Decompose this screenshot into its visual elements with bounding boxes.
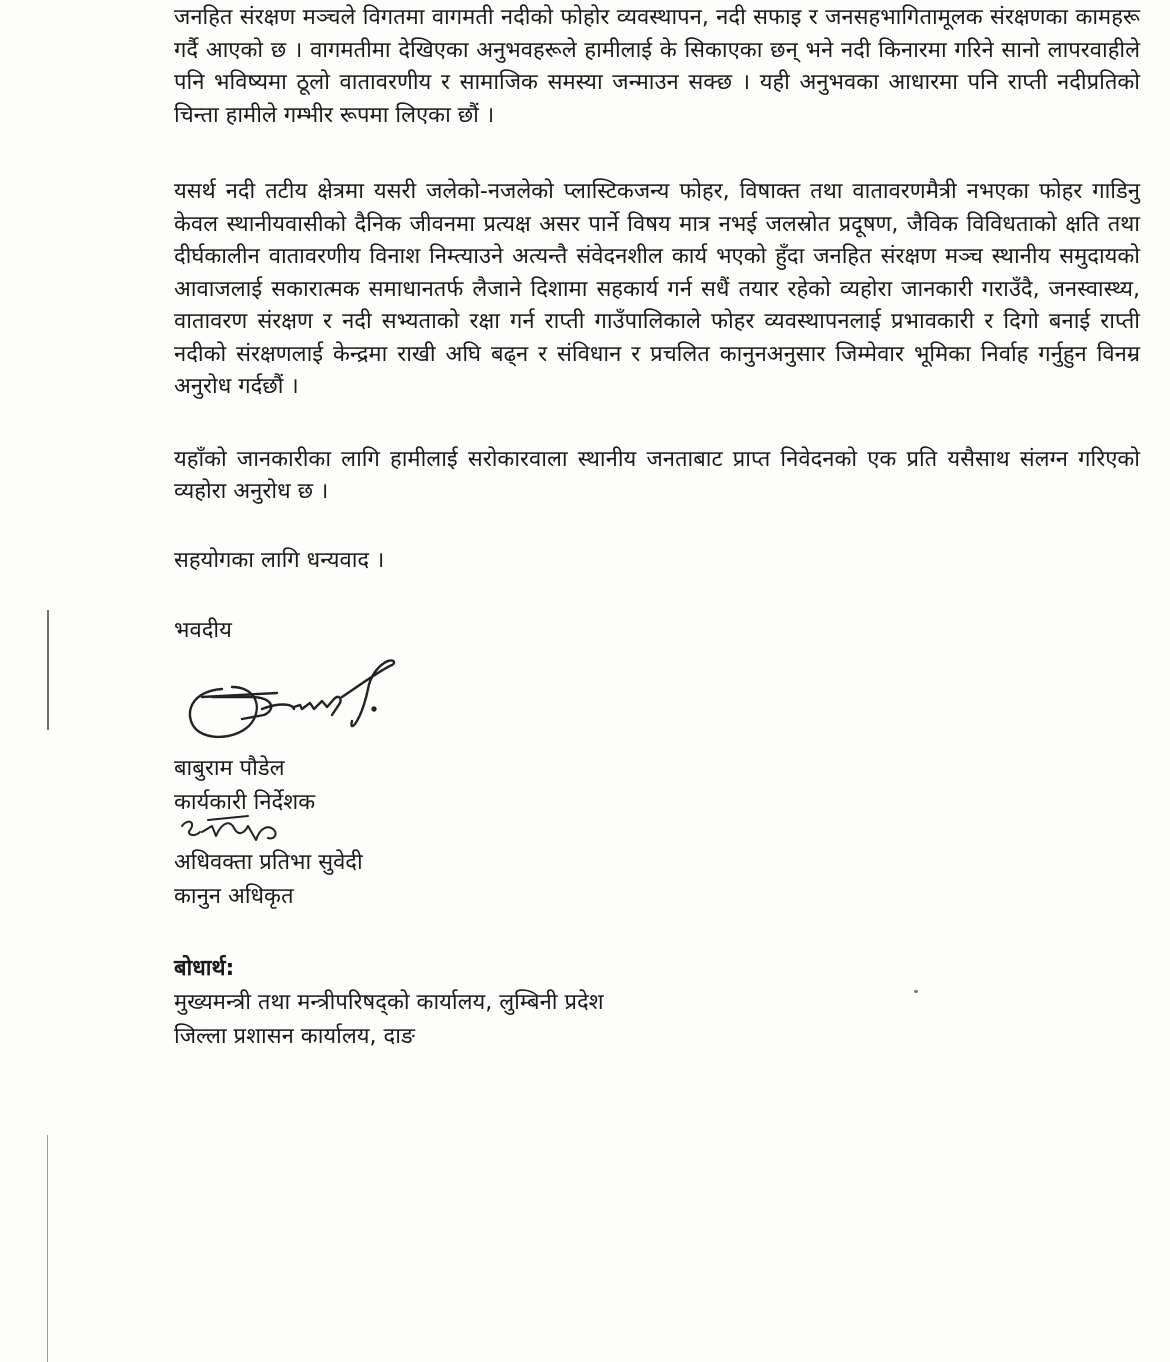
signatory-2-title: कानुन अधिकृत	[174, 883, 294, 909]
handwritten-signature-icon	[178, 812, 308, 852]
letter-body	[174, 2, 1140, 1054]
paragraph-request: यसर्थ नदी तटीय क्षेत्रमा यसरी जलेको-नजलेको प्लास्टिकजन्य फोहर, विषाक्त तथा वातावरणमैत्री नभएका फोहर गाडिनु केवल स्थानीयवासीको दैनिक जीवनमा प्रत्यक्ष असर पार्ने विषय मात्र नभई जलस्रोत प्रदूषण, जैविक विविधताको क्षति तथा दीर्घकालीन वातावरणीय विनाश निम्त्याउने अत्यन्तै संवेदनशील कार्य भएको हुँदा जनहित संरक्षण मञ्च स्थानीय समुदायको आवाजलाई सकारात्मक समाधानतर्फ लैजाने दिशामा सहकार्य गर्न सधैं तयार रहेको व्यहोरा जानकारी गराउँदै, जनस्वास्थ्य, वातावरण संरक्षण र नदी सभ्यताको रक्षा गर्न राप्ती गाउँपालिकाले फोहर व्यवस्थापनलाई प्रभावकारी र दिगो बनाई राप्ती नदीको संरक्षणलाई केन्द्रमा राखी अघि बढ्न र संविधान र प्रचलित कानुनअनुसार जिम्मेवार भूमिका निर्वाह गर्नुहुन विनम्र अनुरोध गर्दछौं ।	[174, 179, 1140, 399]
handwritten-signature-icon	[182, 657, 412, 752]
cc-heading: बोधार्थ:	[174, 955, 235, 981]
signatory-1-title: कार्यकारी निर्देशक	[174, 789, 316, 815]
scan-edge-line	[47, 1135, 48, 1362]
cc-item: मुख्यमन्त्री तथा मन्त्रीपरिषद्को कार्यालय, लुम्बिनी प्रदेश	[174, 989, 604, 1015]
signature-1	[174, 657, 1140, 752]
signatory-2-name: अधिवक्ता प्रतिभा सुवेदी	[174, 849, 363, 875]
paragraph-river-experience: जनहित संरक्षण मञ्चले विगतमा वागमती नदीको फोहोर व्यवस्थापन, नदी सफाइ र जनसहभागितामूलक संरक्षणका कामहरू गर्दै आएको छ । वागमतीमा देखिएका अनुभवहरूले हामीलाई के सिकाएका छन् भने नदी किनारमा गरिने सानो लापरवाहीले पनि भविष्यमा ठूलो वातावरणीय र सामाजिक समस्या जन्माउन सक्छ । यही अनुभवका आधारमा पनि राप्ती नदीप्रतिको चिन्ता हामीले गम्भीर रूपमा लिएका छौं ।	[174, 5, 1140, 128]
closing-salutation: भवदीय	[174, 617, 232, 643]
paragraph-attachment: यहाँको जानकारीका लागि हामीलाई सरोकारवाला स्थानीय जनताबाट प्राप्त निवेदनको एक प्रति यसैसाथ संलग्न गरिएको व्यहोरा अनुरोध छ ।	[174, 446, 1140, 504]
signature-2	[174, 820, 1140, 846]
scan-edge-line	[47, 610, 49, 730]
thanks-line: सहयोगका लागि धन्यवाद ।	[174, 547, 385, 573]
cc-item: जिल्ला प्रशासन कार्यालय, दाङ	[174, 1023, 415, 1049]
signatory-1-name: बाबुराम पौडेल	[174, 755, 285, 781]
